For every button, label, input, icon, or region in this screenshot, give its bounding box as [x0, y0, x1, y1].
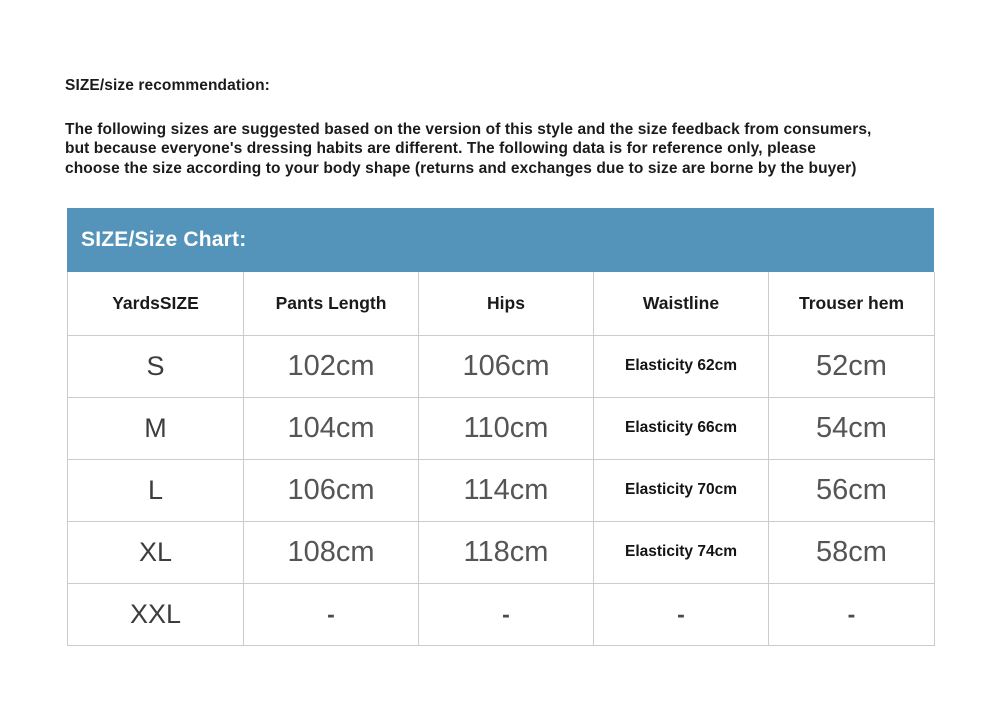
pants-length-cell: 102cm — [244, 335, 419, 397]
waistline-cell: - — [594, 583, 769, 645]
trouser-hem-cell: 54cm — [769, 397, 935, 459]
hips-cell: 114cm — [419, 459, 594, 521]
table-row-l — [68, 459, 935, 521]
table-row-s — [68, 335, 935, 397]
waistline-cell: Elasticity 74cm — [594, 521, 769, 583]
table-row-xl — [68, 521, 935, 583]
trouser-hem-cell: - — [769, 583, 935, 645]
table-row-xxl — [68, 583, 935, 645]
size-cell: XXL — [68, 583, 244, 645]
intro-paragraph-line: choose the size according to your body shape (returns and exchanges due to size are borne by the buyer) — [65, 159, 857, 177]
size-cell: L — [68, 459, 244, 521]
size-chart-section — [67, 208, 934, 646]
waistline-cell: Elasticity 66cm — [594, 397, 769, 459]
table-header-row — [68, 272, 935, 335]
intro-paragraph-line: The following sizes are suggested based on the version of this style and the size feedback from consumers, — [65, 121, 872, 138]
column-header-pants-length: Pants Length — [244, 272, 419, 335]
pants-length-cell: 104cm — [244, 397, 419, 459]
trouser-hem-cell: 58cm — [769, 521, 935, 583]
size-cell: S — [68, 335, 244, 397]
waistline-cell: Elasticity 70cm — [594, 459, 769, 521]
intro-heading: SIZE/size recommendation: — [65, 77, 270, 94]
hips-cell: 118cm — [419, 521, 594, 583]
table-row-m — [68, 397, 935, 459]
column-header-yards-size: YardsSIZE — [68, 272, 244, 335]
size-chart-title-bar — [67, 208, 934, 272]
column-header-trouser-hem: Trouser hem — [769, 272, 935, 335]
hips-cell: 106cm — [419, 335, 594, 397]
column-header-hips: Hips — [419, 272, 594, 335]
hips-cell: 110cm — [419, 397, 594, 459]
size-cell: M — [68, 397, 244, 459]
size-chart-table — [67, 272, 935, 646]
trouser-hem-cell: 56cm — [769, 459, 935, 521]
size-chart-title: SIZE/Size Chart: — [81, 228, 247, 251]
pants-length-cell: - — [244, 583, 419, 645]
pants-length-cell: 108cm — [244, 521, 419, 583]
column-header-waistline: Waistline — [594, 272, 769, 335]
intro-paragraph — [65, 120, 871, 178]
size-cell: XL — [68, 521, 244, 583]
intro-paragraph-line: but because everyone's dressing habits are different. The following data is for reference only, please — [65, 140, 816, 158]
waistline-cell: Elasticity 62cm — [594, 335, 769, 397]
trouser-hem-cell: 52cm — [769, 335, 935, 397]
pants-length-cell: 106cm — [244, 459, 419, 521]
hips-cell: - — [419, 583, 594, 645]
